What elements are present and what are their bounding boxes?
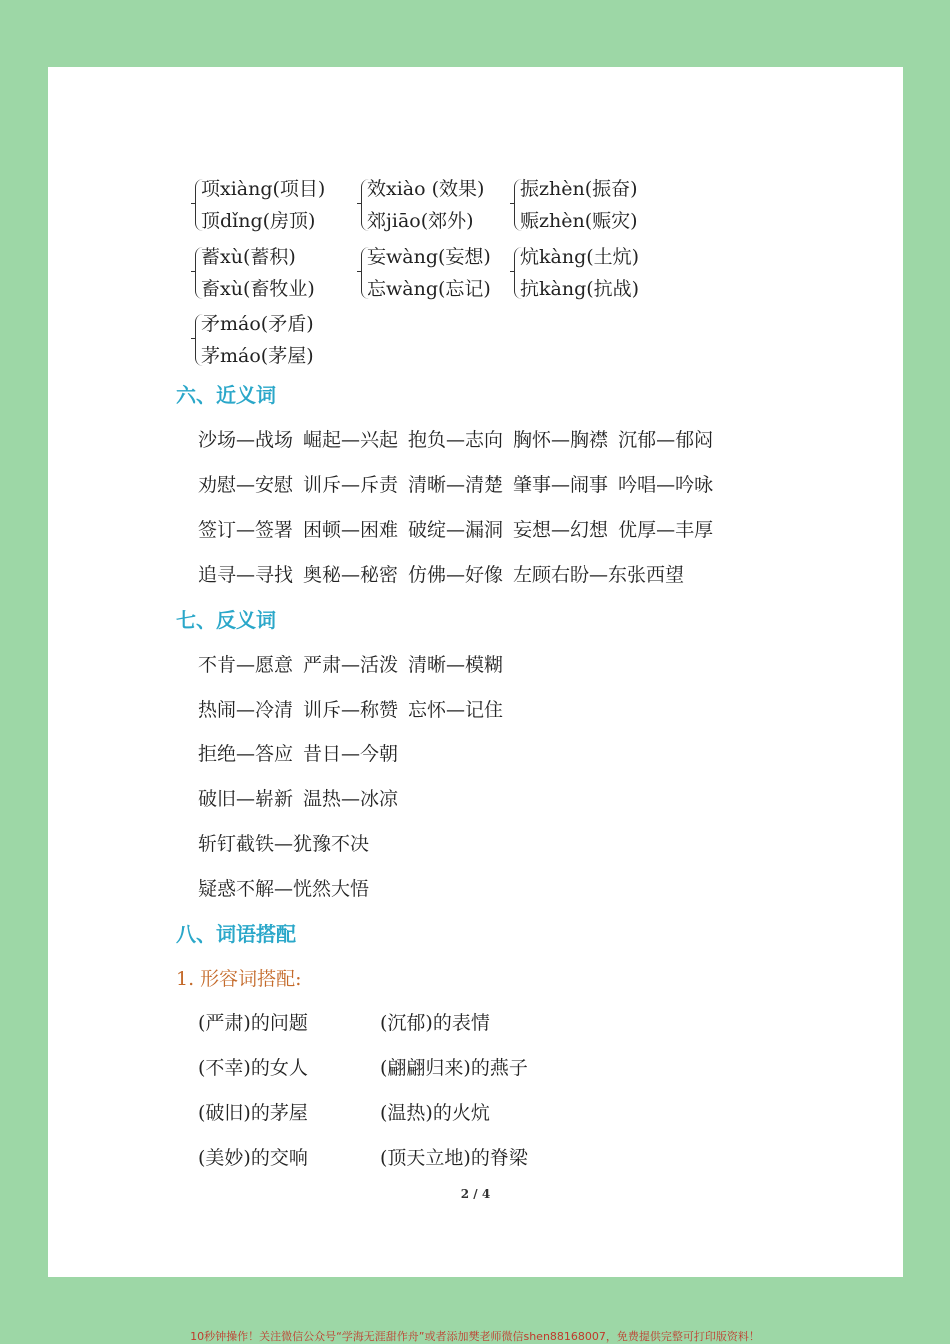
- word-pair: 破绽—漏洞: [408, 519, 504, 541]
- word-pair: 训斥—称赞: [303, 699, 399, 721]
- word-pair: 奥秘—秘密: [303, 564, 399, 586]
- word-pair: 抱负—志向: [408, 429, 504, 451]
- word-pair: 左顾右盼—东张西望: [513, 564, 685, 586]
- section-title-synonyms: 六、近义词: [176, 383, 276, 407]
- word-pair: 清晰—清楚: [408, 474, 504, 496]
- word-pair: 签订—签署: [198, 519, 294, 541]
- word-pair: 崛起—兴起: [303, 429, 399, 451]
- word-pair: 优厚—丰厚: [618, 519, 714, 541]
- footer-notice: 10秒钟操作！关注微信公众号“学海无涯甜作舟”或者添加樊老师微信shen88168007，免费提供完整可打印版资料！: [190, 1330, 760, 1343]
- homophone-line: 茅máo(茅屋): [201, 345, 314, 367]
- homophone-line: 项xiàng(项目): [201, 178, 326, 200]
- word-pair: 沙场—战场: [198, 429, 294, 451]
- homophone-line: 郊jiāo(郊外): [367, 210, 474, 232]
- word-pair: 忘怀—记住: [408, 699, 504, 721]
- homophone-line: 炕kàng(土炕): [520, 246, 640, 268]
- word-pair: 斩钉截铁—犹豫不决: [198, 833, 370, 855]
- collocation-item: (顶天立地)的脊梁: [380, 1147, 528, 1169]
- homophone-line: 抗kàng(抗战): [520, 278, 640, 300]
- antonym-row: [198, 695, 513, 725]
- word-pair: 吟唱—吟咏: [618, 474, 714, 496]
- word-pair: 破旧—崭新: [198, 788, 294, 810]
- homophone-line: 赈zhèn(赈灾): [520, 210, 638, 232]
- homophone-line: 妄wàng(妄想): [367, 246, 491, 268]
- collocation-item: (严肃)的问题: [198, 1012, 308, 1034]
- synonym-row: [198, 560, 694, 590]
- collocation-item: (沉郁)的表情: [380, 1012, 490, 1034]
- section-title-collocation: 八、词语搭配: [176, 922, 296, 946]
- document-page: [48, 67, 903, 1277]
- antonym-row: [198, 829, 379, 859]
- word-pair: 昔日—今朝: [303, 743, 399, 765]
- word-pair: 沉郁—郁闷: [618, 429, 714, 451]
- homophone-line: 顶dǐng(房顶): [201, 210, 316, 232]
- antonym-row: [198, 874, 379, 904]
- collocation-item: (美妙)的交响: [198, 1147, 308, 1169]
- synonym-row: [198, 425, 723, 455]
- word-pair: 清晰—模糊: [408, 654, 504, 676]
- synonym-row: [198, 470, 723, 500]
- antonym-row: [198, 784, 408, 814]
- word-pair: 不肯—愿意: [198, 654, 294, 676]
- word-pair: 困顿—困难: [303, 519, 399, 541]
- page-number: 2 / 4: [460, 1187, 491, 1201]
- word-pair: 温热—冰凉: [303, 788, 399, 810]
- word-pair: 胸怀—胸襟: [513, 429, 609, 451]
- homophone-line: 效xiào (效果): [367, 178, 485, 200]
- word-pair: 严肃—活泼: [303, 654, 399, 676]
- word-pair: 热闹—冷清: [198, 699, 294, 721]
- word-pair: 劝慰—安慰: [198, 474, 294, 496]
- word-pair: 拒绝—答应: [198, 743, 294, 765]
- section-title-antonyms: 七、反义词: [176, 608, 276, 632]
- word-pair: 训斥—斥责: [303, 474, 399, 496]
- synonym-row: [198, 515, 723, 545]
- collocation-item: (不幸)的女人: [198, 1057, 308, 1079]
- subsection-title: 1. 形容词搭配:: [176, 968, 302, 990]
- antonym-row: [198, 739, 408, 769]
- word-pair: 仿佛—好像: [408, 564, 504, 586]
- word-pair: 疑惑不解—恍然大悟: [198, 878, 370, 900]
- homophone-line: 矛máo(矛盾): [201, 313, 314, 335]
- word-pair: 妄想—幻想: [513, 519, 609, 541]
- homophone-line: 忘wàng(忘记): [367, 278, 491, 300]
- word-pair: 追寻—寻找: [198, 564, 294, 586]
- collocation-item: (温热)的火炕: [380, 1102, 490, 1124]
- homophone-line: 畜xù(畜牧业): [201, 278, 315, 300]
- page-content: [48, 67, 903, 1277]
- collocation-item: (破旧)的茅屋: [198, 1102, 308, 1124]
- antonym-row: [198, 650, 513, 680]
- word-pair: 肇事—闹事: [513, 474, 609, 496]
- homophone-line: 振zhèn(振奋): [520, 178, 638, 200]
- homophone-line: 蓄xù(蓄积): [201, 246, 296, 268]
- collocation-item: (翩翩归来)的燕子: [380, 1057, 528, 1079]
